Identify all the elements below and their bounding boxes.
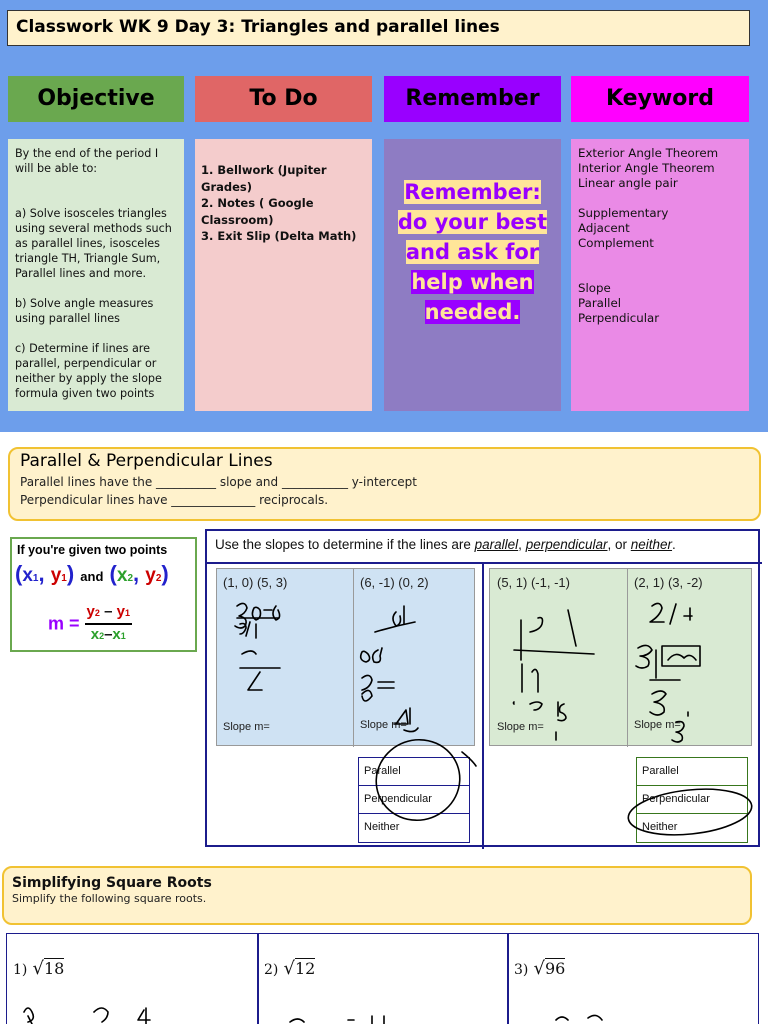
objective-line: as parallel lines, isosceles — [15, 237, 161, 250]
choice-parallel[interactable]: Parallel — [359, 758, 469, 786]
slope-label: Slope m= — [223, 721, 270, 733]
keyword-item: Linear angle pair — [578, 176, 678, 190]
keyword-heading: Keyword — [571, 76, 749, 122]
divider — [353, 569, 354, 747]
divider — [207, 562, 762, 564]
parallel-perpendicular-box — [8, 447, 761, 521]
formula-heading: If you're given two points — [17, 543, 168, 557]
keyword-item: Slope — [578, 281, 611, 295]
formula-points: (x1, y1) and (x2, y2) — [15, 561, 169, 586]
objective-line: By the end of the period I — [15, 147, 159, 160]
answer-choices-a — [358, 757, 470, 843]
objective-line: neither by apply the slope — [15, 372, 162, 385]
objective-panel — [8, 139, 184, 411]
divider — [507, 934, 509, 1024]
objective-line: using parallel lines — [15, 312, 120, 325]
todo-list — [201, 162, 366, 245]
divider — [257, 934, 259, 1024]
objective-line: using several methods such — [15, 222, 172, 235]
objective-line: will be able to: — [15, 162, 98, 175]
objective-line: parallel, perpendicular or — [15, 357, 157, 370]
todo-item: 1. Bellwork (Jupiter Grades) — [201, 163, 327, 194]
slope-formula: m = $\frac{y2 - y1}{x2-x1}$ — [48, 603, 130, 643]
square-roots-box — [2, 866, 752, 925]
title-box — [7, 10, 750, 46]
remember-line: needed. — [424, 300, 521, 324]
objective-line: formula given two points — [15, 387, 155, 400]
answer-choices-b — [636, 757, 748, 843]
remember-heading: Remember — [384, 76, 561, 122]
keyword-item: Complement — [578, 236, 654, 250]
objective-line: triangle TH, Triangle Sum, — [15, 252, 161, 265]
remember-line: do your best — [397, 210, 548, 234]
objective-line: c) Determine if lines are — [15, 342, 151, 355]
perpendicular-definition: Perpendicular lines have ______________ reciprocals. — [20, 493, 329, 507]
objective-line: Parallel lines and more. — [15, 267, 147, 280]
problem-1: 1) √18 — [13, 958, 65, 979]
square-roots-table — [6, 933, 759, 1024]
keyword-item: Exterior Angle Theorem — [578, 146, 719, 160]
keyword-item: Interior Angle Theorem — [578, 161, 715, 175]
point-pair: (2, 1) (3, -2) — [634, 575, 703, 590]
point-pair: (6, -1) (0, 2) — [360, 575, 429, 590]
todo-item: 3. Exit Slip (Delta Math) — [201, 229, 357, 243]
slope-label: Slope m= — [497, 721, 544, 733]
slope-instructions: Use the slopes to determine if the lines are parallel, perpendicular, or neither. — [215, 537, 676, 552]
choice-perpendicular[interactable]: Perpendicular — [637, 786, 747, 814]
remember-line: Remember: — [404, 180, 541, 204]
remember-line: and ask for — [405, 240, 540, 264]
section-subtitle: Simplify the following square roots. — [12, 892, 207, 905]
parallel-definition: Parallel lines have the __________ slope and ___________ y-intercept — [20, 475, 418, 489]
choice-neither[interactable]: Neither — [364, 821, 400, 833]
page-title: Classwork WK 9 Day 3: Triangles and parallel lines — [16, 17, 500, 37]
objective-line: a) Solve isosceles triangles — [15, 207, 167, 220]
choice-parallel[interactable]: Parallel — [637, 758, 747, 786]
choice-perpendicular[interactable]: Perpendicular — [359, 786, 469, 814]
slope-label: Slope m= — [634, 719, 681, 731]
todo-item: 2. Notes ( Google Classroom) — [201, 196, 314, 227]
point-pair: (5, 1) (-1, -1) — [497, 575, 570, 590]
keyword-item: Parallel — [578, 296, 621, 310]
remember-panel — [384, 139, 561, 411]
point-pair: (1, 0) (5, 3) — [223, 575, 288, 590]
keyword-item: Adjacent — [578, 221, 630, 235]
objective-heading: Objective — [8, 76, 184, 122]
section-title: Parallel & Perpendicular Lines — [20, 451, 273, 471]
line-pair-a — [216, 568, 475, 746]
problem-3: 3) √96 — [514, 958, 566, 979]
objective-line: b) Solve angle measures — [15, 297, 154, 310]
line-pair-b — [489, 568, 752, 746]
choice-neither[interactable]: Neither — [642, 821, 678, 833]
keyword-item: Perpendicular — [578, 311, 660, 325]
todo-heading: To Do — [195, 76, 372, 122]
divider — [482, 563, 484, 849]
section-title: Simplifying Square Roots — [12, 875, 212, 891]
slope-formula-box — [10, 537, 197, 652]
keyword-panel — [571, 139, 749, 411]
slope-label: Slope m= — [360, 719, 407, 731]
remember-line: help when — [411, 270, 534, 294]
problem-2: 2) √12 — [264, 958, 316, 979]
keyword-item: Supplementary — [578, 206, 669, 220]
todo-panel — [195, 139, 372, 411]
divider — [627, 569, 628, 747]
